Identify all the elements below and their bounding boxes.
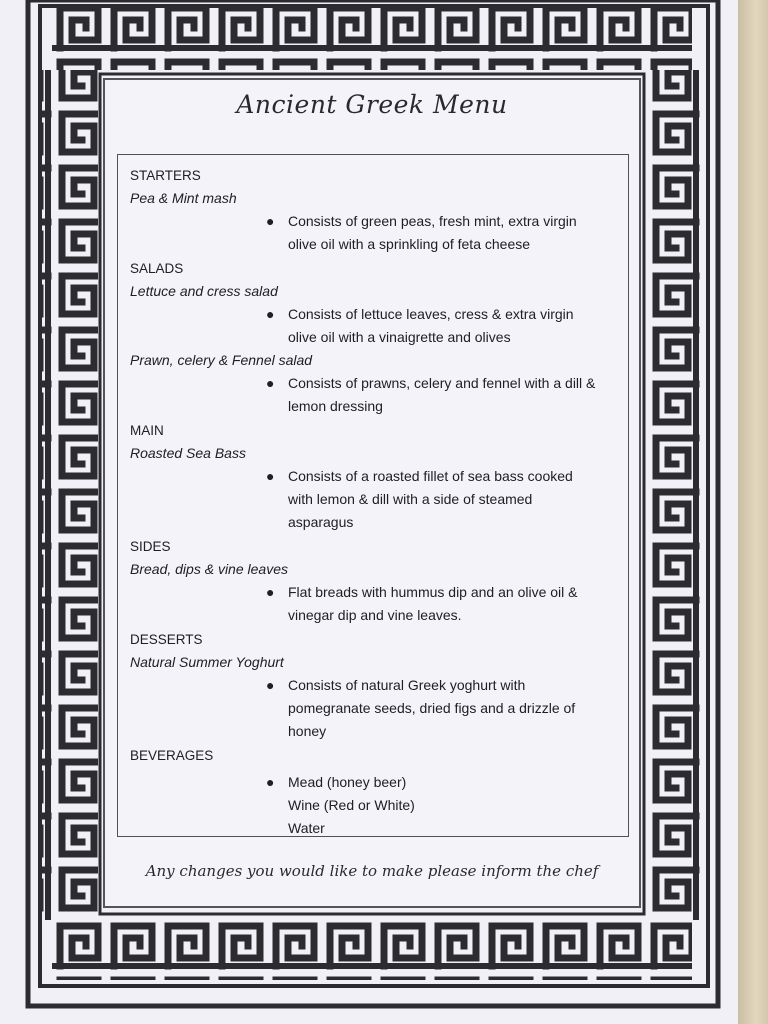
table-surface <box>738 0 768 1024</box>
menu-content-box <box>117 154 629 837</box>
beverage-item: Mead (honey beer) <box>288 774 407 790</box>
dish-description <box>266 372 618 418</box>
menu-panel <box>103 78 641 908</box>
bullet-icon: ● <box>266 774 275 790</box>
dish-description <box>266 210 618 256</box>
dish-name: Lettuce and cress salad <box>130 283 278 299</box>
bullet-icon: ● <box>266 584 275 600</box>
dish-name: Natural Summer Yoghurt <box>130 654 284 670</box>
section-heading-main: MAIN <box>130 423 164 438</box>
section-heading-beverages: BEVERAGES <box>130 748 214 763</box>
section-heading-salads: SALADS <box>130 261 184 276</box>
section-heading-desserts: DESSERTS <box>130 632 203 647</box>
bullet-icon: ● <box>266 306 275 322</box>
dish-name: Pea & Mint mash <box>130 190 237 206</box>
bullet-icon: ● <box>266 213 275 229</box>
dish-description-text: Flat breads with hummus dip and an olive oil & vinegar dip and vine leaves. <box>288 584 578 623</box>
dish-description-text: Consists of a roasted fillet of sea bass cooked with lemon & dill with a side of steamed asparagus <box>288 468 573 530</box>
dish-description <box>266 303 618 349</box>
section-heading-sides: SIDES <box>130 539 171 554</box>
dish-description <box>266 465 618 534</box>
dish-description <box>266 581 618 627</box>
menu-title: Ancient Greek Menu <box>236 90 508 119</box>
bullet-icon: ● <box>266 677 275 693</box>
dish-name: Bread, dips & vine leaves <box>130 561 288 577</box>
dish-name: Roasted Sea Bass <box>130 445 246 461</box>
bullet-icon: ● <box>266 468 275 484</box>
bullet-icon: ● <box>266 375 275 391</box>
beverage-item: Water <box>288 820 325 836</box>
dish-description-text: Consists of green peas, fresh mint, extra virgin olive oil with a sprinkling of feta cheese <box>288 213 577 252</box>
dish-description-text: Consists of natural Greek yoghurt with pomegranate seeds, dried figs and a drizzle of honey <box>288 677 576 739</box>
dish-name: Prawn, celery & Fennel salad <box>130 352 313 368</box>
menu-footer-note: Any changes you would like to make please inform the chef <box>145 862 599 880</box>
beverage-list <box>266 771 618 840</box>
dish-description <box>266 674 618 743</box>
dish-description-text: Consists of lettuce leaves, cress & extra virgin olive oil with a vinaigrette and olives <box>288 306 574 345</box>
beverage-item: Wine (Red or White) <box>288 797 415 813</box>
dish-description-text: Consists of prawns, celery and fennel with a dill & lemon dressing <box>288 375 596 414</box>
section-heading-starters: STARTERS <box>130 168 201 183</box>
